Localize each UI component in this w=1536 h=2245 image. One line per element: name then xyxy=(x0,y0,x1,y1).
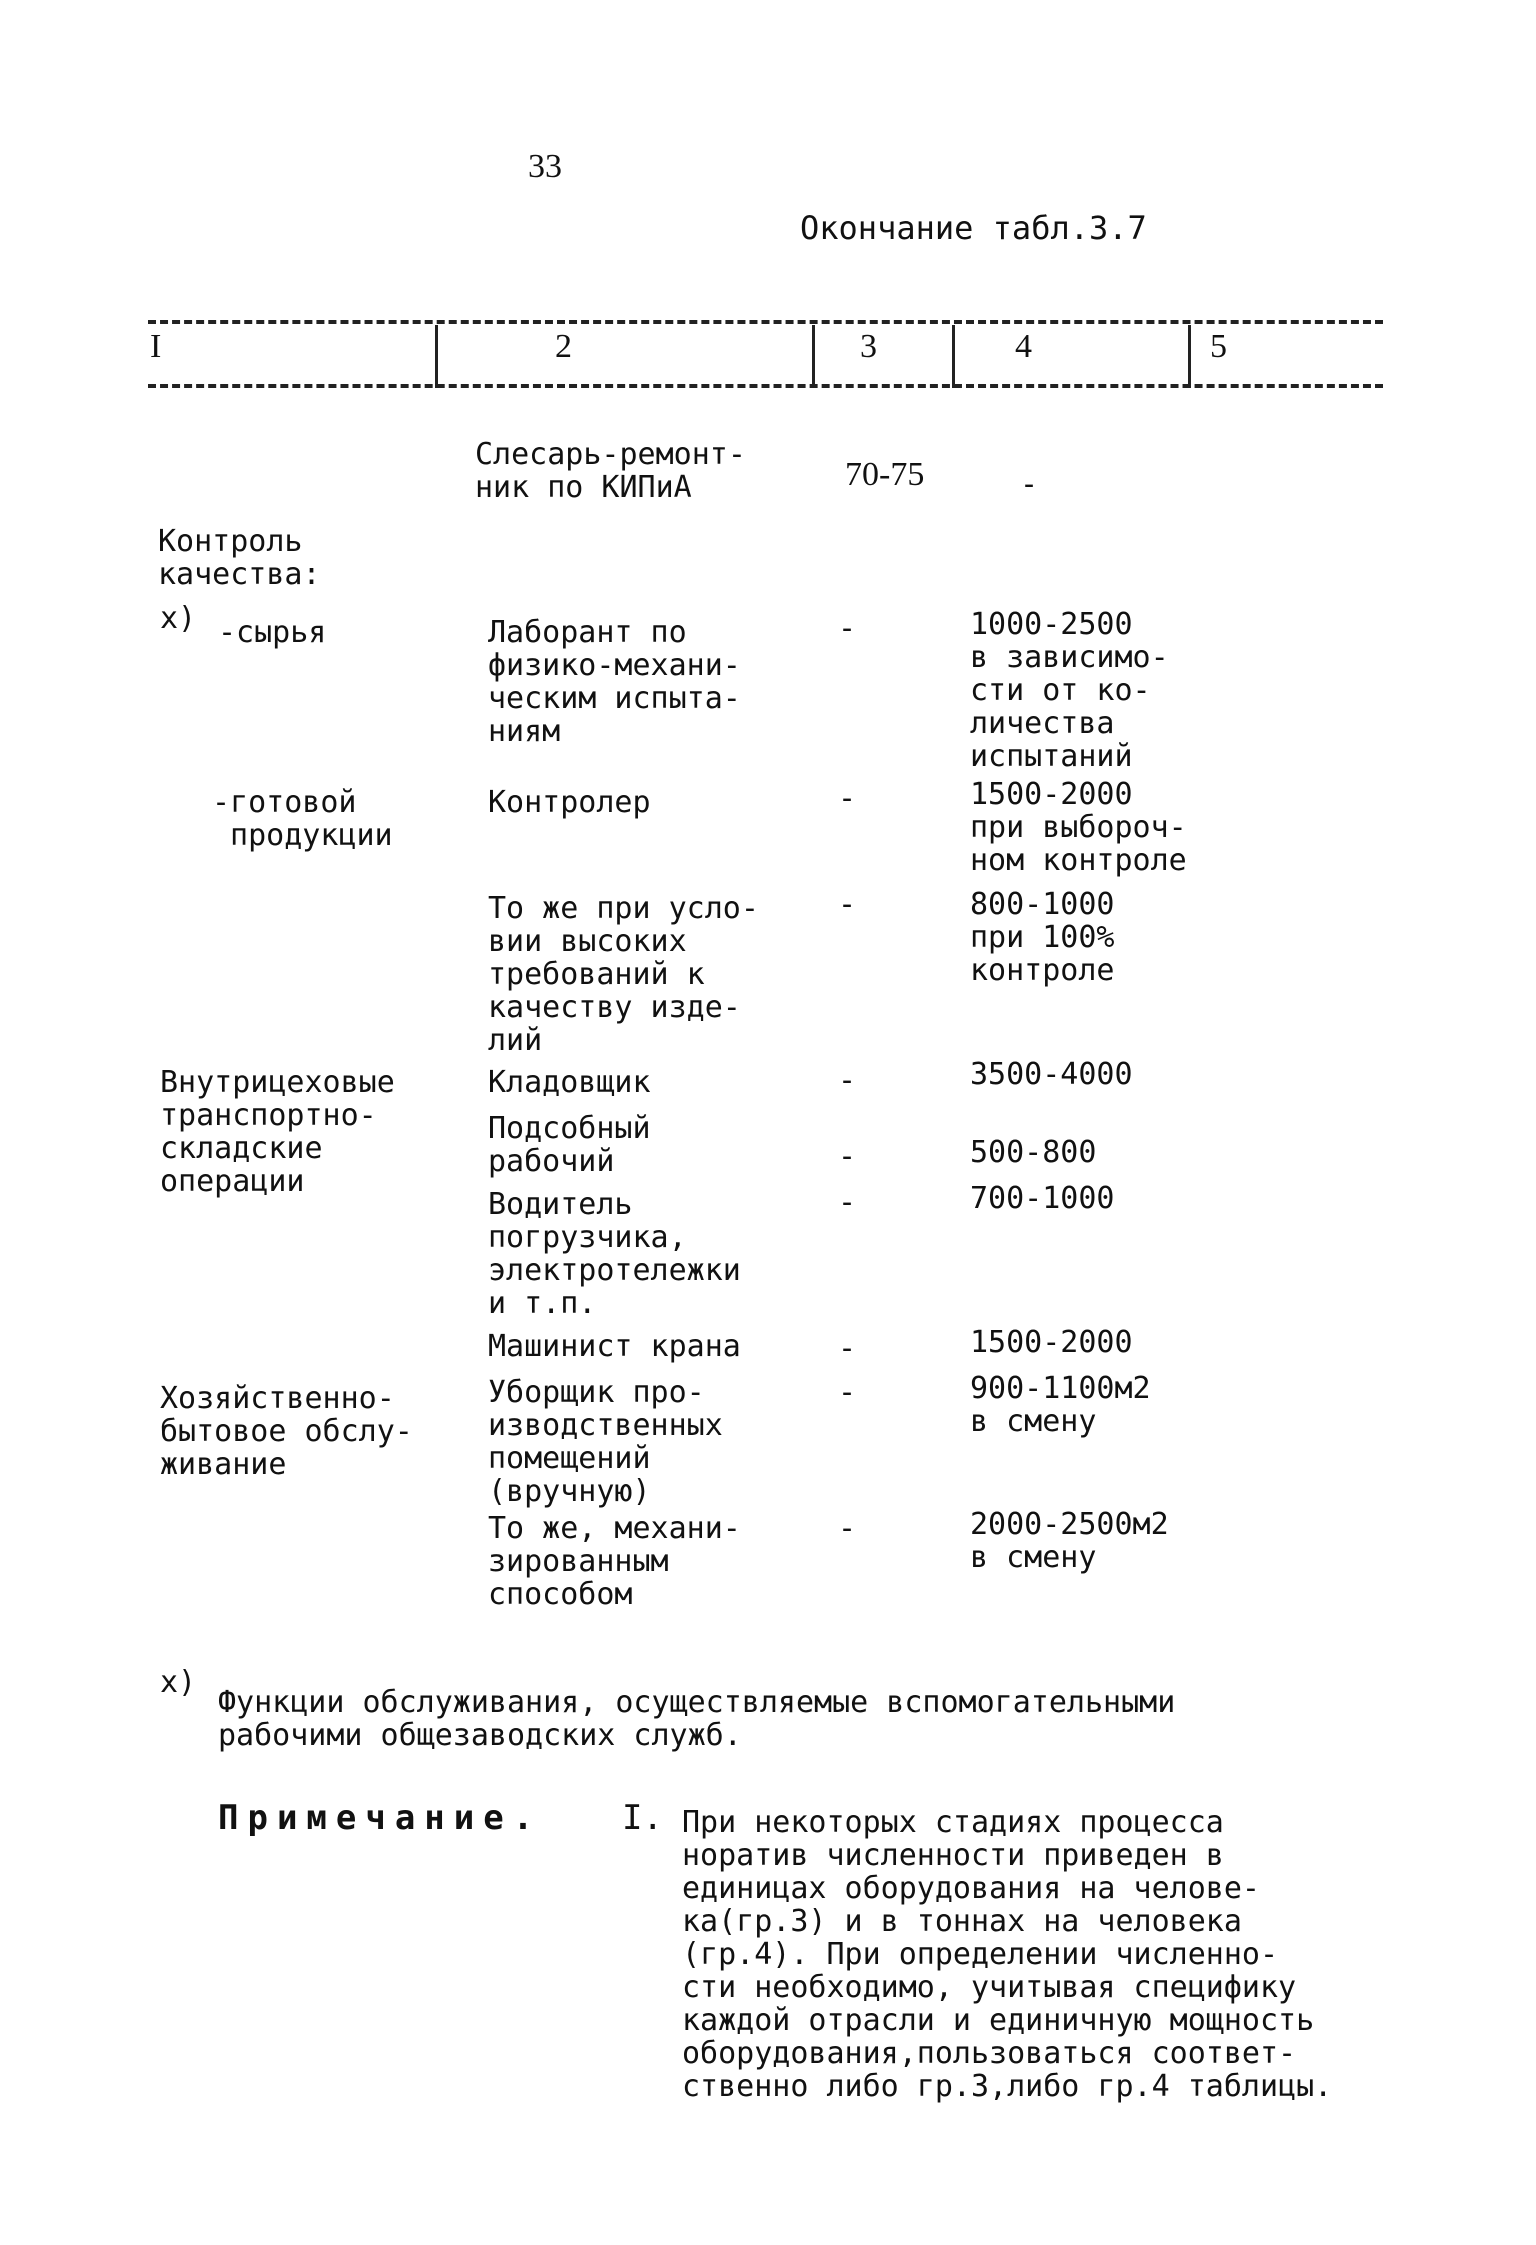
table-cell-norm-tons: 3500-4000 xyxy=(970,1057,1133,1092)
table-cell-function: Внутрицеховые транспортно- складские операции xyxy=(160,1065,395,1199)
table-cell-norm-tons: 1000-2500 в зависимо- сти от ко- личества испытаний xyxy=(970,607,1169,774)
table-cell-function: Хозяйственно- бытовое обслу- живание xyxy=(160,1381,413,1482)
table-cell-position: Водитель погрузчика, электротележки и т.п. xyxy=(488,1187,741,1321)
note-label: Примечание. xyxy=(218,1798,543,1838)
footnote-marker: x) xyxy=(160,1665,197,1700)
footnote-marker: x) xyxy=(160,601,197,636)
table-cell-norm-tons: 700-1000 xyxy=(970,1181,1115,1216)
table-cell-norm-units: - xyxy=(838,611,857,646)
table-cell-norm-tons: 2000-2500м2 в смену xyxy=(970,1507,1169,1575)
table-cell-position: То же, механи- зированным способом xyxy=(488,1511,741,1612)
column-divider xyxy=(812,325,815,388)
table-cell-function: -готовой продукции xyxy=(212,785,393,853)
note-number: I. xyxy=(622,1798,663,1838)
table-cell-position: Кладовщик xyxy=(488,1065,651,1100)
table-cell-position: Уборщик про- изводственных помещений (вручную) xyxy=(488,1375,723,1509)
table-cell-position: Контролер xyxy=(488,785,651,820)
table-cell-norm-tons: 1500-2000 при выбороч- ном контроле xyxy=(970,777,1187,878)
note-text: При некоторых стадиях процесса норатив численности приведен в единицах оборудования на челове- ка(гр.3) и в тоннах на человека (гр.4). При определении численно- сти необходимо, учитывая специфику каждой отрасли и единичную мощность оборудования,пользоваться соответ- ственно либо гр.3,либо гр.4 таблицы. xyxy=(682,1805,1333,2104)
table-cell-norm-units: 70-75 xyxy=(845,456,925,493)
table-cell-norm-tons: 1500-2000 xyxy=(970,1325,1133,1360)
table-cell-norm-units: - xyxy=(838,1185,857,1220)
table-caption: Окончание табл.3.7 xyxy=(800,209,1147,247)
column-header-2: 2 xyxy=(555,328,572,365)
column-divider xyxy=(952,325,955,388)
table-cell-position: Слесарь-ремонт- ник по КИПиА xyxy=(475,437,746,505)
table-cell-norm-tons: 800-1000 при 100% контроле xyxy=(970,887,1115,988)
table-cell-norm-units: - xyxy=(838,1331,857,1366)
table-cell-position: То же при усло- вии высоких требований к качеству изде- лий xyxy=(488,891,759,1058)
column-divider xyxy=(435,325,438,388)
table-cell-norm-tons: - xyxy=(1020,467,1039,502)
column-header-1: I xyxy=(150,328,162,365)
page-number: 33 xyxy=(528,148,562,185)
column-header-4: 4 xyxy=(1015,328,1032,365)
table-header-top-rule xyxy=(148,320,1383,324)
column-divider xyxy=(1188,325,1191,388)
column-header-3: 3 xyxy=(860,328,877,365)
table-cell-norm-units: - xyxy=(838,1139,857,1174)
table-header-bottom-rule xyxy=(148,384,1383,388)
table-cell-position: Лаборант по физико-механи- ческим испыта- ниям xyxy=(488,615,741,749)
table-cell-norm-units: - xyxy=(838,781,857,816)
table-cell-norm-tons: 500-800 xyxy=(970,1135,1097,1170)
table-cell-norm-units: - xyxy=(838,1375,857,1410)
table-cell-norm-units: - xyxy=(838,1063,857,1098)
table-cell-position: Подсобный рабочий xyxy=(488,1111,651,1179)
table-cell-function: -сырья xyxy=(218,615,327,650)
column-header-5: 5 xyxy=(1210,328,1227,365)
table-cell-norm-units: - xyxy=(838,887,857,922)
table-cell-norm-units: - xyxy=(838,1511,857,1546)
table-cell-position: Машинист крана xyxy=(488,1329,741,1364)
footnote-text: Функции обслуживания, осуществляемые вспомогательными рабочими общезаводских служб. xyxy=(218,1685,1176,1753)
table-cell-function: Контроль качества: xyxy=(158,524,321,592)
table-cell-norm-tons: 900-1100м2 в смену xyxy=(970,1371,1151,1439)
